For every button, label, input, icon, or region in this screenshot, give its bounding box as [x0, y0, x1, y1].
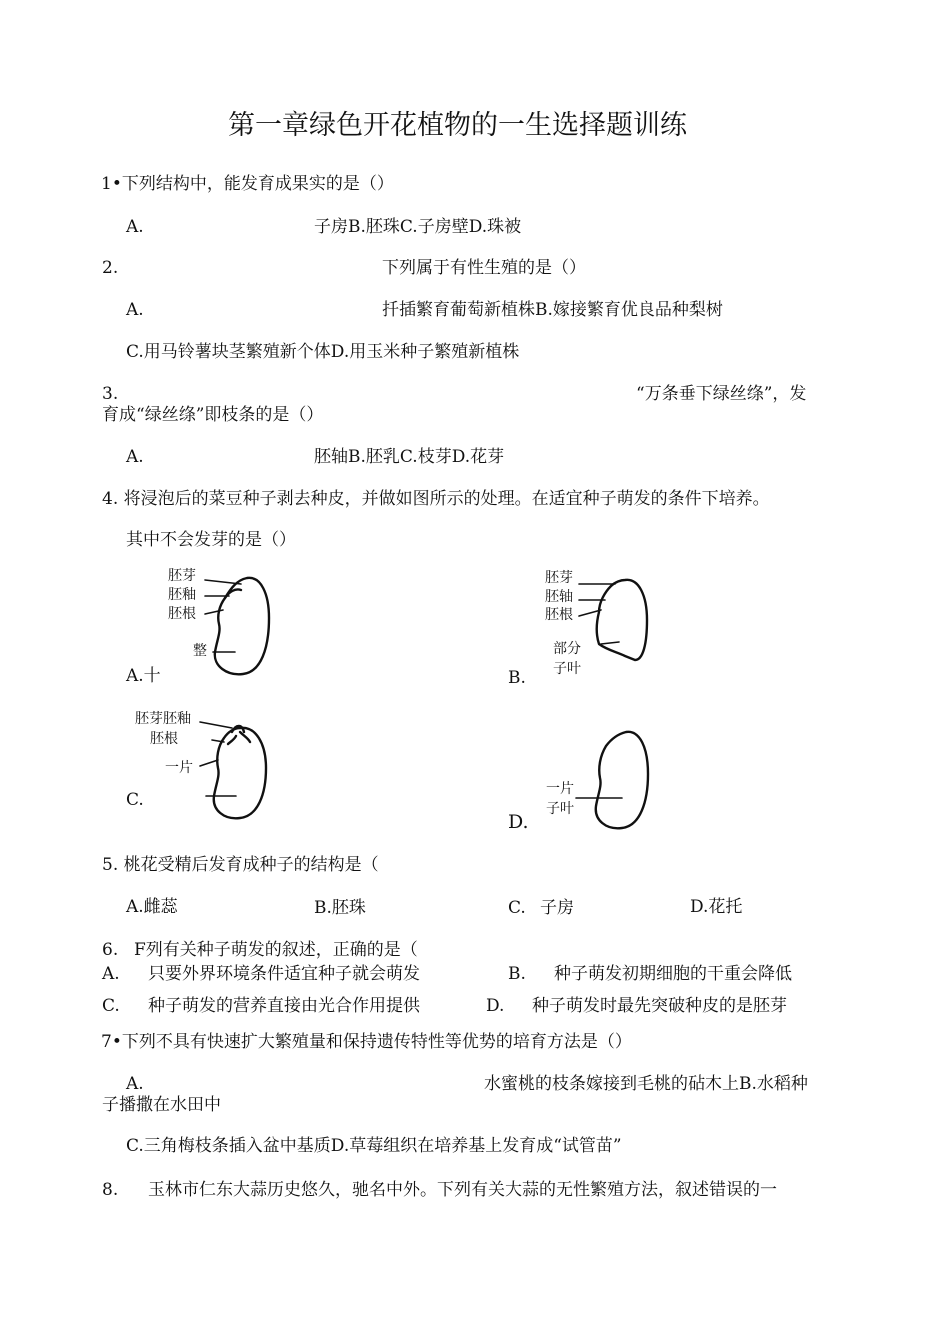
question-3-stem-line1: “万条垂下绿丝绦”，发	[636, 384, 807, 404]
figure-a-label-hypocotyl: 胚釉	[168, 587, 196, 603]
bean-seed-cotyledon-only-diagram	[576, 728, 666, 833]
question-6-option-c-letter: C.	[102, 996, 120, 1016]
figure-c-label-plumule-hypocotyl: 胚芽胚釉	[135, 711, 191, 727]
question-6-option-b: 种子萌发初期细胞的干重会降低	[554, 964, 792, 984]
question-1-options: 子房B.胚珠C.子房壁D.珠被	[314, 217, 522, 237]
question-6-option-c: 种子萌发的营养直接由光合作用提供	[148, 996, 420, 1016]
figure-b-label-part: 部分	[553, 641, 581, 657]
question-6-option-a: 只要外界环境条件适宜种子就会萌发	[148, 964, 420, 984]
question-6-option-b-letter: B.	[508, 964, 526, 984]
question-2-options-cd: C.用马铃薯块茎繁殖新个体D.用玉米种子繁殖新植株	[126, 342, 520, 362]
question-3-number: 3.	[102, 384, 119, 404]
question-6-stem: F列有关种子萌发的叙述，正确的是（	[134, 940, 418, 960]
bean-seed-whole-diagram	[195, 570, 285, 680]
question-4-stem-line1: 4. 将浸泡后的菜豆种子剥去种皮，并做如图所示的处理。在适宜种子萌发的条件下培养。	[102, 489, 770, 509]
figure-d-letter: D.	[508, 811, 529, 833]
figure-b-label-plumule: 胚芽	[545, 570, 573, 586]
figure-d-label-one-piece: 一片	[546, 781, 574, 797]
question-7-options-cd: C.三角梅枝条插入盆中基质D.草莓组织在培养基上发育成“试管苗”	[126, 1136, 622, 1156]
question-7-option-a-letter: A.	[126, 1074, 144, 1094]
question-6-option-d-letter: D.	[486, 996, 505, 1016]
question-4-stem-line2: 其中不会发芽的是（）	[126, 530, 296, 550]
question-5-option-d: D.花托	[690, 897, 743, 917]
question-3-stem-line2: 育成“绿丝绦”即枝条的是（）	[102, 405, 324, 425]
question-7-options-ab-line1: 水蜜桃的枝条嫁接到毛桃的砧木上B.水稻种	[484, 1074, 808, 1094]
question-8-number: 8.	[102, 1180, 119, 1200]
bean-seed-partial-cotyledon-diagram	[575, 572, 665, 672]
question-2-options-ab: 扦插繁育葡萄新植株B.嫁接繁育优良品种梨树	[382, 300, 723, 320]
question-5-option-c: 子房	[540, 898, 574, 918]
figure-d-label-cotyledon: 子叶	[546, 801, 574, 817]
question-5-option-b: B.胚珠	[314, 898, 366, 918]
question-2-option-a-letter: A.	[126, 300, 144, 320]
question-6-option-d: 种子萌发时最先突破种皮的是胚芽	[532, 996, 787, 1016]
page-title: 第一章绿色开花植物的一生选择题训练	[228, 110, 687, 141]
question-6-option-a-letter: A.	[102, 964, 120, 984]
question-2-stem: 下列属于有性生殖的是（）	[382, 258, 586, 278]
figure-b-label-hypocotyl: 胚轴	[545, 589, 573, 605]
figure-a-label-radicle: 胚根	[168, 606, 196, 622]
bean-seed-one-cotyledon-diagram	[196, 722, 286, 822]
figure-c-label-radicle: 胚根	[150, 731, 178, 747]
question-1-stem: 1•下列结构中，能发育成果实的是（）	[101, 174, 394, 194]
figure-b-label-cotyledon: 子叶	[553, 661, 581, 677]
figure-b-letter: B.	[508, 668, 526, 688]
figure-a-letter: A.十	[126, 666, 161, 686]
question-5-stem: 5. 桃花受精后发育成种子的结构是（	[102, 855, 379, 875]
figure-a-label-whole: 整	[193, 643, 207, 659]
question-7-stem: 7•下列不具有快速扩大繁殖量和保持遗传特性等优势的培育方法是（）	[101, 1032, 632, 1052]
question-8-stem: 玉林市仁东大蒜历史悠久，驰名中外。下列有关大蒜的无性繁殖方法，叙述错误的一	[148, 1180, 777, 1200]
figure-c-label-one-piece: 一片	[165, 760, 193, 776]
question-5-option-a: A.雌蕊	[126, 897, 178, 917]
figure-b-label-radicle: 胚根	[545, 607, 573, 623]
figure-a-label-plumule: 胚芽	[168, 568, 196, 584]
question-3-option-a-letter: A.	[126, 447, 144, 467]
question-1-option-a-letter: A.	[126, 217, 144, 237]
question-2-number: 2.	[102, 258, 119, 278]
question-7-options-ab-line2: 子播撒在水田中	[102, 1095, 221, 1115]
question-5-option-c-letter: C.	[508, 898, 526, 918]
figure-c-letter: C.	[126, 790, 144, 810]
question-6-number: 6.	[102, 940, 119, 960]
question-3-options: 胚轴B.胚乳C.枝芽D.花芽	[314, 447, 505, 467]
